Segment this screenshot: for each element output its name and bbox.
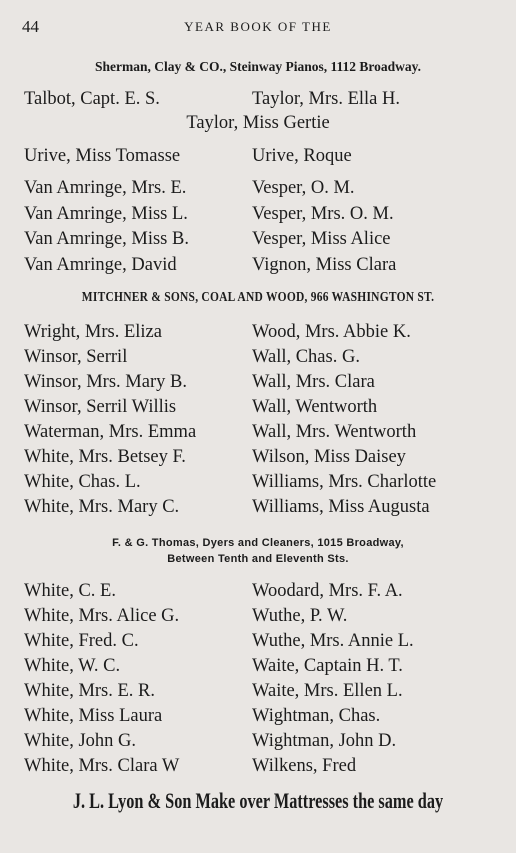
list-item: [0, 628, 516, 654]
list-item: [0, 86, 516, 112]
entry-right: Wightman, John D.: [252, 731, 397, 751]
page-number: 44: [22, 17, 39, 36]
entry-right: Woodard, Mrs. F. A.: [252, 581, 403, 601]
list-item: [0, 110, 516, 136]
entry-left: White, Fred. C.: [24, 631, 139, 651]
list-item: [0, 494, 516, 520]
list-item: [0, 703, 516, 729]
advertisement-sherman-clay: Sherman, Clay & CO., Steinway Pianos, 1112 Broadway.: [94, 59, 422, 74]
entry-center: Taylor, Miss Gertie: [186, 113, 330, 133]
entry-left: Winsor, Mrs. Mary B.: [24, 372, 187, 392]
advertisement-lyon-mattresses: J. L. Lyon & Son Make over Mattresses the same day: [72, 788, 444, 813]
entry-left: White, Mrs. Clara W: [24, 756, 180, 776]
list-item: [0, 753, 516, 779]
entry-left: Winsor, Serril Willis: [24, 397, 177, 417]
entry-right: Taylor, Mrs. Ella H.: [252, 89, 400, 109]
entry-left: Talbot, Capt. E. S.: [24, 89, 160, 109]
advertisement-thomas-dyers: [0, 535, 516, 567]
entry-left: White, W. C.: [24, 656, 121, 676]
entry-right: Urive, Roque: [252, 146, 352, 166]
entry-left: Van Amringe, Miss B.: [24, 229, 189, 249]
entry-right: Waite, Mrs. Ellen L.: [252, 681, 403, 701]
list-item: [0, 603, 516, 629]
running-title: YEAR BOOK OF THE: [184, 19, 332, 34]
entry-right: Wood, Mrs. Abbie K.: [252, 322, 411, 342]
entry-left: Van Amringe, Miss L.: [24, 204, 188, 224]
entry-right: Vesper, Miss Alice: [252, 229, 391, 249]
list-item: [0, 653, 516, 679]
list-item: [0, 678, 516, 704]
entry-left: White, Mrs. Mary C.: [24, 497, 180, 517]
entry-left: Van Amringe, Mrs. E.: [24, 178, 187, 198]
entry-right: Williams, Mrs. Charlotte: [252, 472, 437, 492]
entry-right: Wilkens, Fred: [252, 756, 357, 776]
entry-right: Wuthe, Mrs. Annie L.: [252, 631, 414, 651]
list-item: [0, 344, 516, 370]
entry-left: White, Chas. L.: [24, 472, 141, 492]
list-item: [0, 201, 516, 227]
list-item: [0, 143, 516, 169]
list-item: [0, 728, 516, 754]
entry-right: Vesper, Mrs. O. M.: [252, 204, 394, 224]
advertisement-line: F. & G. Thomas, Dyers and Cleaners, 1015 Broadway,: [112, 537, 404, 549]
entry-right: Wall, Wentworth: [252, 397, 378, 417]
list-item: [0, 369, 516, 395]
entry-left: Urive, Miss Tomasse: [24, 146, 181, 166]
entry-left: White, Miss Laura: [24, 706, 163, 726]
entry-left: White, Mrs. Alice G.: [24, 606, 180, 626]
list-item: [0, 419, 516, 445]
entry-right: Williams, Miss Augusta: [252, 497, 430, 517]
entry-right: Wilson, Miss Daisey: [252, 447, 406, 467]
entry-left: Waterman, Mrs. Emma: [24, 422, 197, 442]
entry-left: Wright, Mrs. Eliza: [24, 322, 162, 342]
entry-left: Van Amringe, David: [24, 255, 177, 275]
list-item: [0, 319, 516, 345]
entry-left: White, John G.: [24, 731, 137, 751]
list-item: [0, 175, 516, 201]
list-item: [0, 444, 516, 470]
entry-left: Winsor, Serril: [24, 347, 128, 367]
entry-right: Wightman, Chas.: [252, 706, 381, 726]
list-item: [0, 252, 516, 278]
entry-right: Waite, Captain H. T.: [252, 656, 403, 676]
entry-right: Wall, Mrs. Clara: [252, 372, 375, 392]
list-item: [0, 394, 516, 420]
entry-left: White, Mrs. E. R.: [24, 681, 156, 701]
entry-left: White, C. E.: [24, 581, 116, 601]
entry-left: White, Mrs. Betsey F.: [24, 447, 186, 467]
list-item: [0, 469, 516, 495]
entry-right: Wall, Mrs. Wentworth: [252, 422, 417, 442]
entry-right: Wall, Chas. G.: [252, 347, 360, 367]
list-item: [0, 226, 516, 252]
advertisement-line: Between Tenth and Eleventh Sts.: [167, 553, 349, 565]
entry-right: Vignon, Miss Clara: [252, 255, 397, 275]
entry-right: Wuthe, P. W.: [252, 606, 348, 626]
list-item: [0, 578, 516, 604]
advertisement-mitchner-sons: MITCHNER & SONS, COAL AND WOOD, 966 WASHINGTON ST.: [81, 290, 435, 305]
entry-right: Vesper, O. M.: [252, 178, 355, 198]
